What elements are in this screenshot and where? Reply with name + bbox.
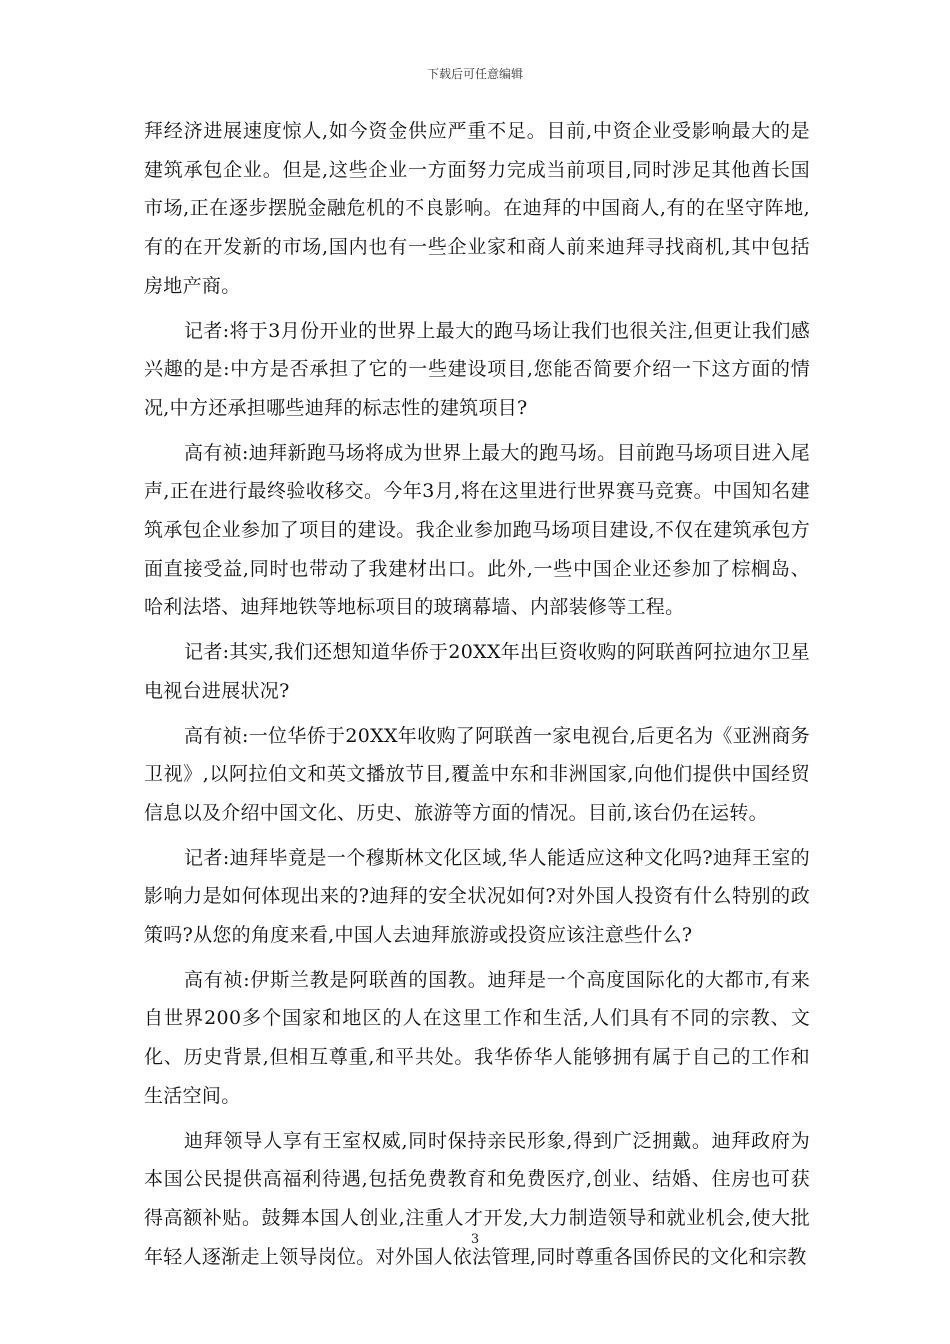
paragraph-reporter-question: 记者:其实,我们还想知道华侨于20XX年出巨资收购的阿联酋阿拉迪尔卫星电视台进展状况? <box>144 641 810 702</box>
paragraph-reporter-question: 记者:迪拜毕竟是一个穆斯林文化区域,华人能适应这种文化吗?迪拜王室的影响力是如何体现出来的?迪拜的安全状况如何?对外国人投资有什么特别的政策吗?从您的角度来看,中国人去迪拜旅游或投资应该注意些什么? <box>144 846 810 947</box>
paragraph-interviewee-answer: 高有祯:一位华侨于20XX年收购了阿联酋一家电视台,后更名为《亚洲商务卫视》,以阿拉伯文和英文播放节目,覆盖中东和非洲国家,向他们提供中国经贸信息以及介绍中国文化、历史、旅游等方面的情况。目前,该台仍在运转。 <box>144 724 810 824</box>
paragraph-interviewee-answer: 高有祯:伊斯兰教是阿联酋的国教。迪拜是一个高度国际化的大都市,有来自世界200多个国家和地区的人在这里工作和生活,人们具有不同的宗教、文化、历史背景,但相互尊重,和平共处。我华侨华人能够拥有属于自己的工作和生活空间。 <box>144 968 810 1107</box>
document-body <box>144 112 810 1282</box>
paragraph-continuation: 拜经济进展速度惊人,如今资金供应严重不足。目前,中资企业受影响最大的是建筑承包企业。但是,这些企业一方面努力完成当前项目,同时涉足其他酋长国市场,正在逐步摆脱金融危机的不良影响。在迪拜的中国商人,有的在坚守阵地,有的在开发新的市场,国内也有一些企业家和商人前来迪拜寻找商机,其中包括房地产商。 <box>144 120 810 297</box>
paragraph-interviewee-answer: 高有祯:迪拜新跑马场将成为世界上最大的跑马场。目前跑马场项目进入尾声,正在进行最终验收移交。今年3月,将在这里进行世界赛马竞赛。中国知名建筑承包企业参加了项目的建设。我企业参加跑马场项目建设,不仅在建筑承包方面直接受益,同时也带动了我建材出口。此外,一些中国企业还参加了棕榈岛、哈利法塔、迪拜地铁等地标项目的玻璃幕墙、内部装修等工程。 <box>144 441 810 619</box>
page-header: 下载后可任意编辑 <box>426 67 523 81</box>
paragraph-body: 迪拜领导人享有王室权威,同时保持亲民形象,得到广泛拥戴。迪拜政府为本国公民提供高福利待遇,包括免费教育和免费医疗,创业、结婚、住房也可获得高额补贴。鼓舞本国人创业,注重人才开发,大力制造领导和就业机会,使大批年轻人逐渐走上领导岗位。对外国人依法管理,同时尊重各国侨民的文化和宗教 <box>144 1129 810 1268</box>
page-number: 3 <box>470 1232 480 1247</box>
paragraph-reporter-question: 记者:将于3月份开业的世界上最大的跑马场让我们也很关注,但更让我们感兴趣的是:中方是否承担了它的一些建设项目,您能否简要介绍一下这方面的情况,中方还承担哪些迪拜的标志性的建筑项目? <box>144 319 810 419</box>
